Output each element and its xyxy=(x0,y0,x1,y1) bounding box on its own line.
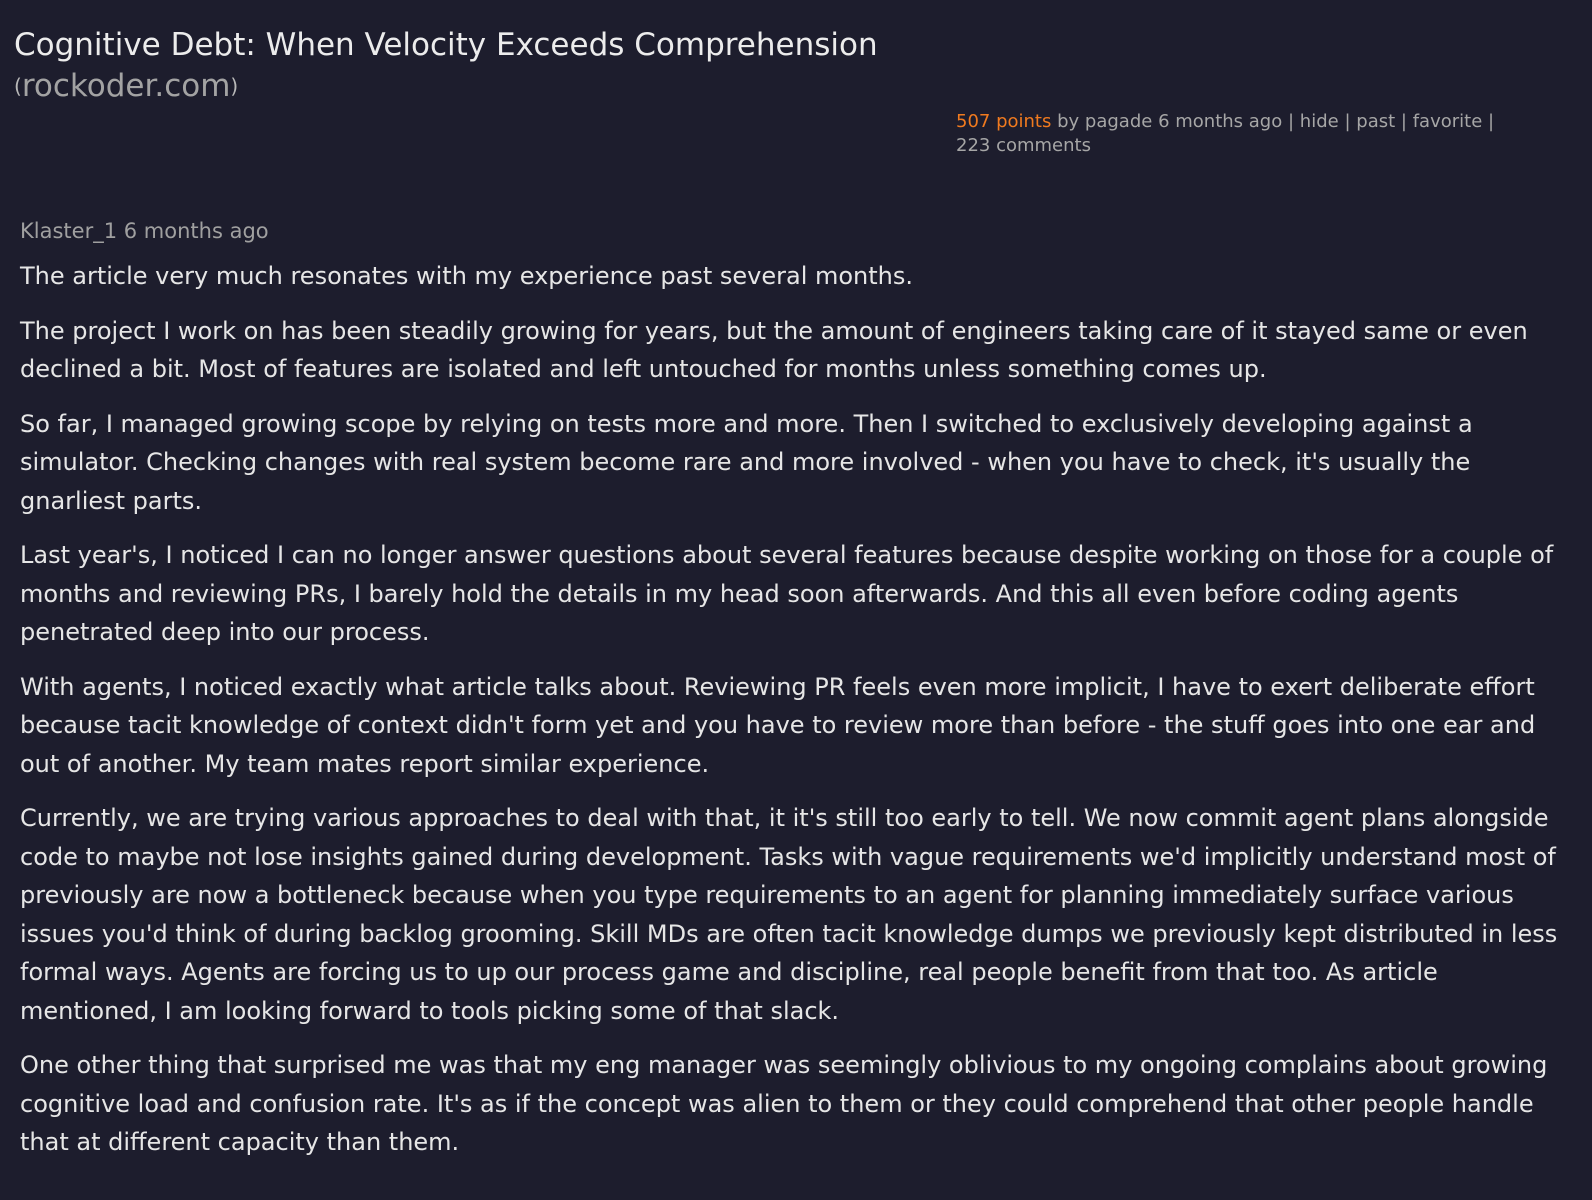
comment-paragraph: The article very much resonates with my experience past several months. xyxy=(20,262,914,290)
comment-body xyxy=(20,257,1564,1178)
comment-paragraph: Last year's, I noticed I can no longer answer questions about several features because despite working on those for a couple of months and reviewing PRs, I barely hold the details in my head soon afterwards. And this all even before coding agents penetrated deep into our process. xyxy=(20,541,1554,646)
comment-paragraph: One other thing that surprised me was that my eng manager was seemingly oblivious to my ongoing complains about growing cognitive load and confusion rate. It's as if the concept was alien to them or they could comprehend that other people handle that at different capacity than them. xyxy=(20,1051,1548,1156)
by-label: by xyxy=(1057,111,1080,132)
story-points: 507 points xyxy=(956,111,1052,132)
site-open-paren: ( xyxy=(14,74,22,98)
comment-age-link[interactable]: 6 months ago xyxy=(123,219,269,243)
comment-paragraph: Currently, we are trying various approaches to deal with that, it it's still too early to tell. We now commit agent plans alongside code to maybe not lose insights gained during development. Tasks with vague requirements we'd implicitly understand most of previously are now a bottleneck because when you type requirements to an agent for planning immediately surface various issues you'd think of during backlog grooming. Skill MDs are often tacit knowledge dumps we previously kept distributed in less formal ways. Agents are forcing us to up our process game and discipline, real people benefit from that too. As article mentioned, I am looking forward to tools picking some of that slack. xyxy=(20,804,1558,1025)
story-age-link[interactable]: 6 months ago xyxy=(1158,111,1283,132)
comment-paragraph: The project I work on has been steadily growing for years, but the amount of engineers taking care of it stayed same or even declined a bit. Most of features are isolated and left untouched for months unless something comes up. xyxy=(20,316,1528,383)
separator: | xyxy=(1287,111,1295,132)
comment-author-link[interactable]: Klaster_1 xyxy=(20,219,118,243)
separator: | xyxy=(1400,111,1407,132)
separator: | xyxy=(1488,111,1495,132)
site-close-paren: ) xyxy=(230,74,239,98)
past-link[interactable]: past xyxy=(1356,111,1396,132)
site-domain-link[interactable]: rockoder.com xyxy=(21,68,231,104)
comment-header xyxy=(20,218,269,244)
comments-link[interactable]: 223 comments xyxy=(956,135,1091,156)
comment-paragraph: So far, I managed growing scope by relying on tests more and more. Then I switched to exclusively developing against a simulator. Checking changes with real system become rare and more involved - when you have to check, it's usually the gnarliest parts. xyxy=(20,409,1473,515)
story-title[interactable]: Cognitive Debt: When Velocity Exceeds Comprehension xyxy=(14,27,878,63)
favorite-link[interactable]: favorite xyxy=(1412,111,1483,132)
comment-paragraph: With agents, I noticed exactly what article talks about. Reviewing PR feels even more implicit, I have to exert deliberate effort because tacit knowledge of context didn't form yet and you have to review more than before - the stuff goes into one ear and out of another. My team mates report similar experience. xyxy=(20,672,1536,778)
story-site xyxy=(14,68,238,104)
separator: | xyxy=(1344,111,1351,132)
story-meta xyxy=(956,110,1556,158)
story-author-link[interactable]: pagade xyxy=(1084,111,1153,132)
hide-link[interactable]: hide xyxy=(1299,111,1339,132)
